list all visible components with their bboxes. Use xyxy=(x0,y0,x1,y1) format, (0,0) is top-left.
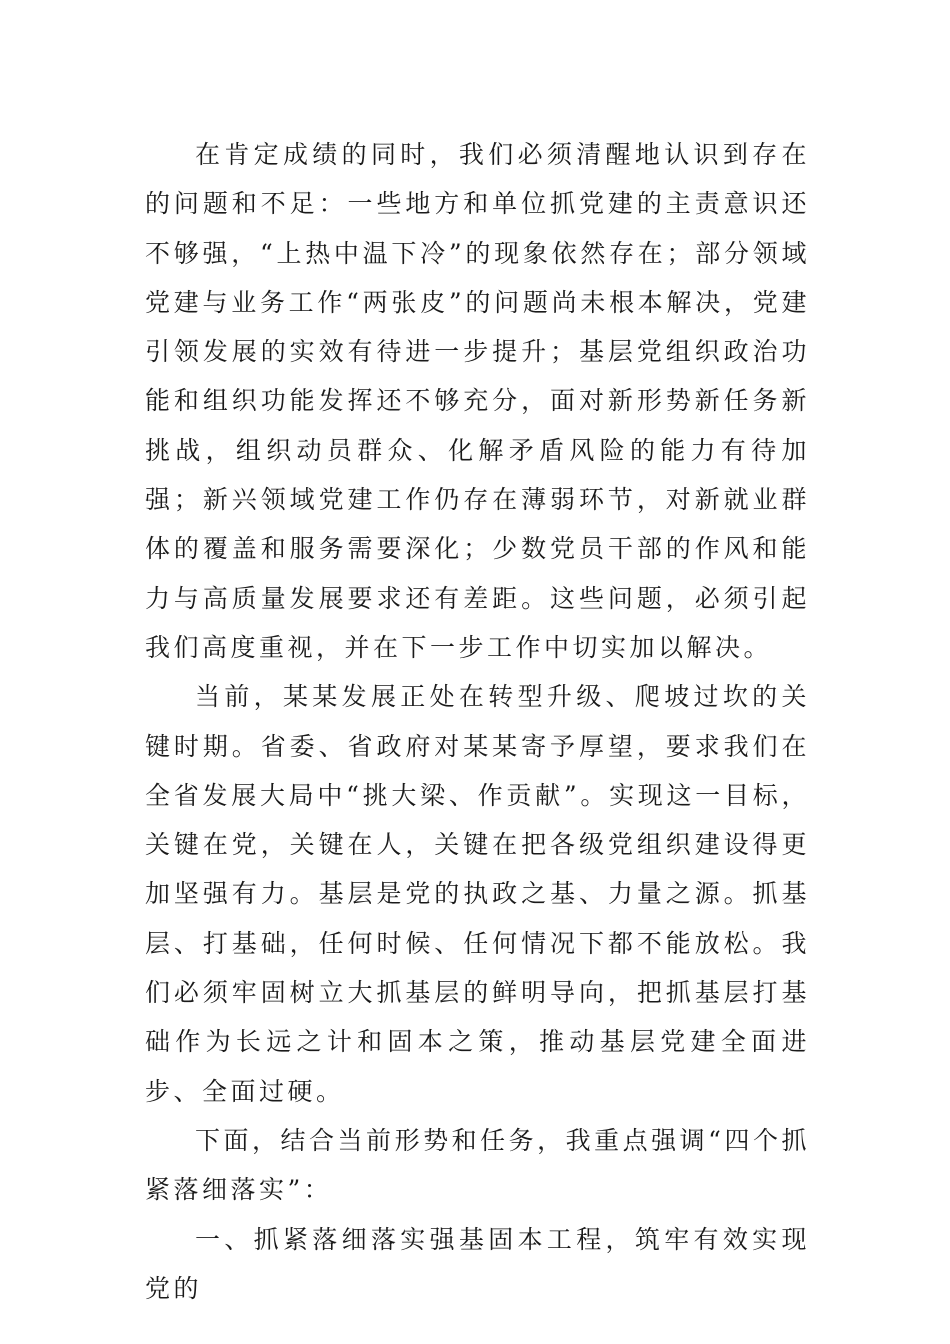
section-heading-one: 一、抓紧落细落实强基固本工程，筑牢有效实现党的 xyxy=(145,1224,810,1303)
body-text xyxy=(145,130,810,1313)
paragraph-problems: 在肯定成绩的同时，我们必须清醒地认识到存在的问题和不足：一些地方和单位抓党建的主责意识还不够强，“上热中温下冷”的现象依然存在；部分领域党建与业务工作“两张皮”的问题尚未根本解决，党建引领发展的实效有待进一步提升；基层党组织政治功能和组织功能发挥还不够充分，面对新形势新任务新挑战，组织动员群众、化解矛盾风险的能力有待加强；新兴领域党建工作仍存在薄弱环节，对新就业群体的覆盖和服务需要深化；少数党员干部的作风和能力与高质量发展要求还有差距。这些问题，必须引起我们高度重视，并在下一步工作中切实加以解决。 xyxy=(145,140,810,662)
paragraph-introduction: 下面，结合当前形势和任务，我重点强调“四个抓紧落细落实”： xyxy=(145,1125,810,1205)
paragraph-current-situation: 当前，某某发展正处在转型升级、爬坡过坎的关键时期。省委、省政府对某某寄予厚望，要求我们在全省发展大局中“挑大梁、作贡献”。实现这一目标，关键在党，关键在人，关键在把各级党组织建设得更加坚强有力。基层是党的执政之基、力量之源。抓基层、打基础，任何时候、任何情况下都不能放松。我们必须牢固树立大抓基层的鲜明导向，把抓基层打基础作为长远之计和固本之策，推动基层党建全面进步、全面过硬。 xyxy=(145,682,810,1106)
